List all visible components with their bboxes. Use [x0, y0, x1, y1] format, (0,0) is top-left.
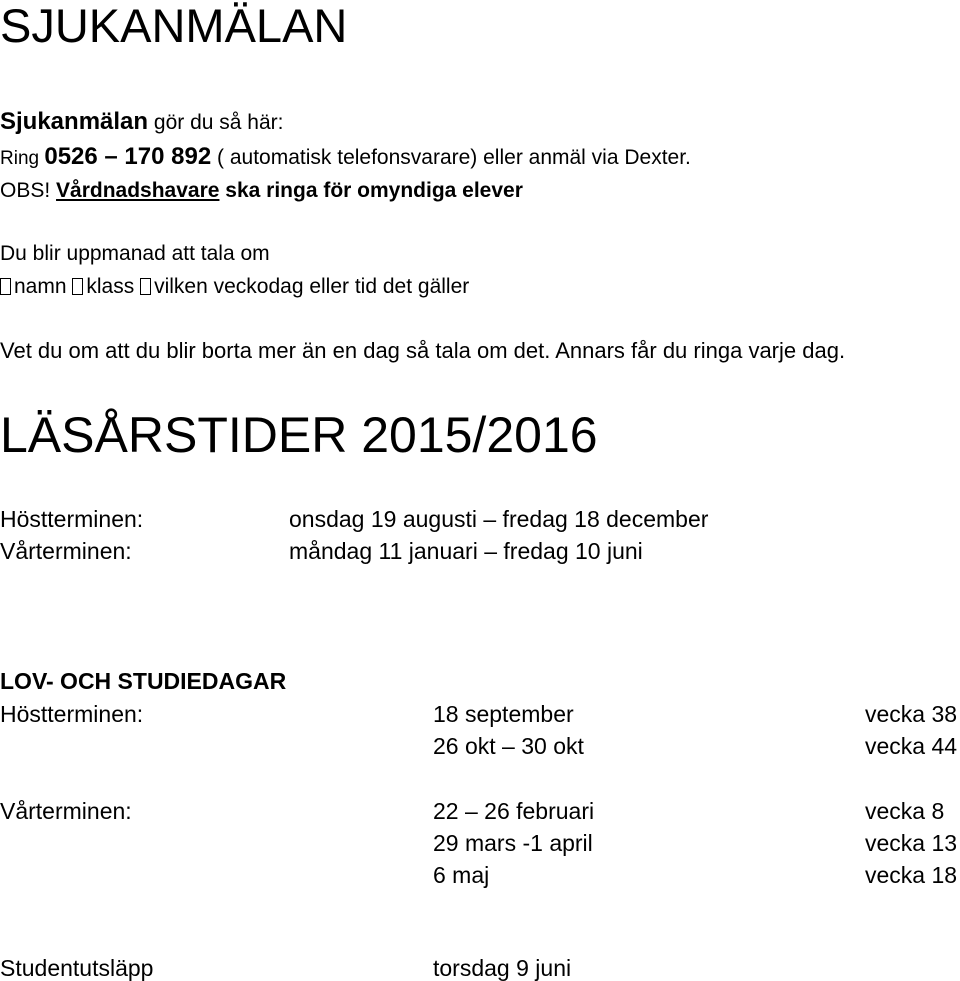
sick-item-class: klass: [86, 275, 135, 298]
ring-prefix: Ring: [0, 148, 45, 169]
holiday-week: vecka 8: [865, 798, 945, 824]
term-label-spring: Vårterminen:: [0, 538, 132, 564]
sick-intro-rest: gör du så här:: [148, 111, 284, 134]
terms-heading: LÄSÅRSTIDER 2015/2016: [0, 407, 598, 463]
sick-items: [0, 276, 469, 297]
sick-intro: [0, 110, 283, 134]
obs-rest: ska ringa för omyndiga elever: [219, 179, 523, 202]
holiday-date: 26 okt – 30 okt: [433, 733, 584, 759]
graduation-label: Studentutsläpp: [0, 955, 154, 981]
sick-item-day: vilken veckodag eller tid det gäller: [154, 275, 470, 298]
holidays-heading: LOV- OCH STUDIEDAGAR: [0, 668, 287, 694]
checkbox-icon: [140, 278, 151, 295]
holiday-date: 6 maj: [433, 862, 490, 888]
checkbox-icon: [72, 278, 83, 295]
holiday-week: vecka 18: [865, 862, 958, 888]
holiday-date: 18 september: [433, 701, 574, 727]
sick-note: Vet du om att du blir borta mer än en dag så tala om det. Annars får du ringa varje dag.: [0, 338, 846, 363]
graduation-date: torsdag 9 juni: [433, 955, 572, 981]
sick-prompt: Du blir uppmanad att tala om: [0, 242, 270, 265]
holiday-date: 29 mars -1 april: [433, 830, 593, 856]
holiday-label-spring: Vårterminen:: [0, 798, 132, 824]
checkbox-icon: [0, 278, 11, 295]
holiday-week: vecka 44: [865, 733, 958, 759]
obs-line: [0, 180, 523, 201]
ring-rest: ( automatisk telefonsvarare) eller anmäl via Dexter.: [211, 146, 691, 169]
holiday-week: vecka 13: [865, 830, 958, 856]
obs-prefix: OBS!: [0, 179, 57, 202]
sick-phone-line: [0, 145, 691, 169]
term-value-autumn: onsdag 19 augusti – fredag 18 december: [289, 506, 709, 532]
obs-guardian: Vårdnadshavare: [56, 179, 220, 202]
term-label-autumn: Höstterminen:: [0, 506, 144, 532]
phone-number: 0526 – 170 892: [44, 143, 212, 170]
holiday-week: vecka 38: [865, 701, 958, 727]
holiday-date: 22 – 26 februari: [433, 798, 595, 824]
holiday-label-autumn: Höstterminen:: [0, 701, 144, 727]
sick-intro-bold: Sjukanmälan: [0, 108, 149, 135]
page-title: SJUKANMÄLAN: [0, 0, 348, 52]
term-value-spring: måndag 11 januari – fredag 10 juni: [289, 538, 643, 564]
sick-item-name: namn: [14, 275, 67, 298]
